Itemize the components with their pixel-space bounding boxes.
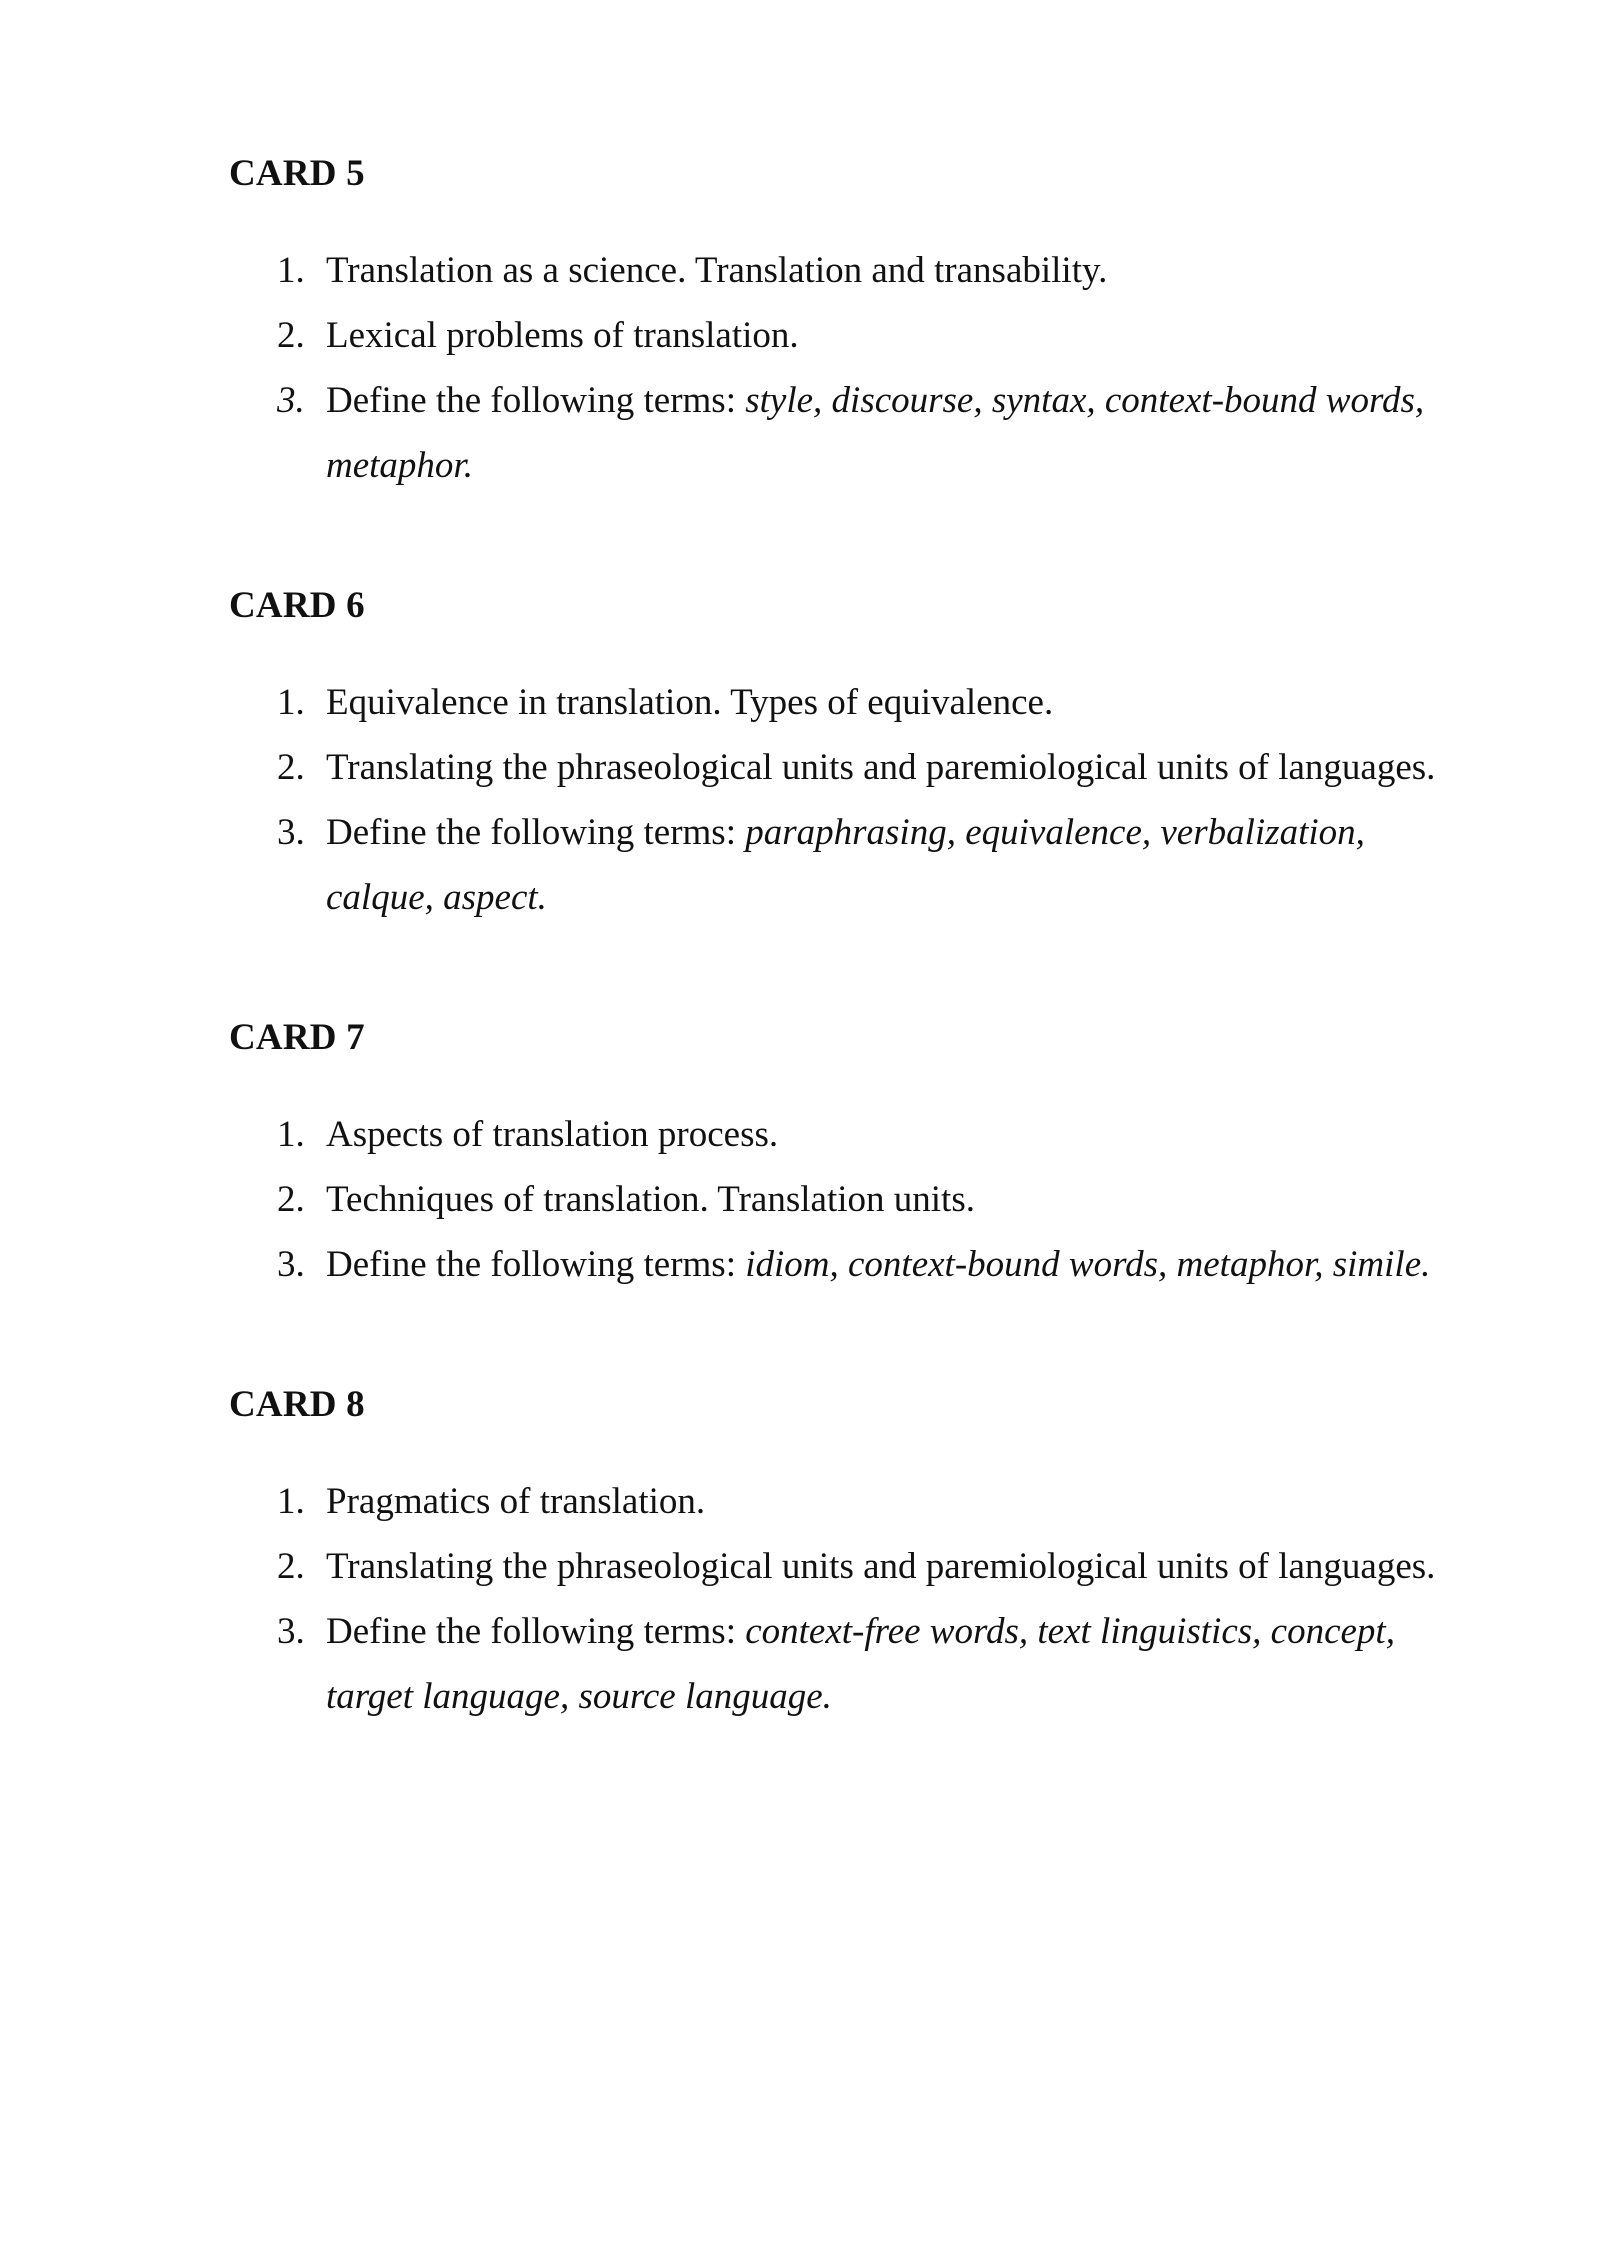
- item-terms: context-free words, text linguistics, concept,: [745, 1611, 1395, 1652]
- card-5: [229, 152, 1479, 498]
- item-number: 3.: [277, 1244, 305, 1285]
- list-item: [229, 735, 1479, 800]
- item-terms-continued: target language, source language.: [326, 1676, 832, 1717]
- item-terms: style, discourse, syntax, context-bound words,: [745, 380, 1425, 421]
- item-text: Translating the phraseological units and paremiological units of languages.: [326, 1546, 1436, 1587]
- item-number: 3.: [277, 380, 305, 421]
- item-number: 1.: [277, 682, 305, 723]
- item-text: Translating the phraseological units and paremiological units of languages.: [326, 747, 1436, 788]
- card-question-list: [229, 1469, 1479, 1729]
- list-item: [229, 1534, 1479, 1599]
- list-item: [229, 303, 1479, 368]
- list-item: [229, 1469, 1479, 1534]
- card-title: CARD 5: [229, 153, 365, 194]
- card-question-list: [229, 238, 1479, 498]
- list-item: [229, 238, 1479, 303]
- card-6: [229, 584, 1479, 930]
- card-title: CARD 7: [229, 1017, 365, 1058]
- item-number: 2.: [277, 1546, 305, 1587]
- card-8: [229, 1383, 1479, 1729]
- list-item: [229, 1167, 1479, 1232]
- item-number: 1.: [277, 250, 305, 291]
- list-item: [229, 1232, 1479, 1297]
- card-title: CARD 8: [229, 1384, 365, 1425]
- list-item: [229, 368, 1479, 498]
- item-text: Translation as a science. Translation and transability.: [326, 250, 1108, 291]
- item-text: Pragmatics of translation.: [326, 1481, 706, 1522]
- item-prefix: Define the following terms:: [326, 380, 746, 421]
- list-item: [229, 1599, 1479, 1729]
- list-item: [229, 670, 1479, 735]
- item-number: 2.: [277, 315, 305, 356]
- item-terms-continued: metaphor.: [326, 445, 473, 486]
- card-7: [229, 1016, 1479, 1297]
- item-prefix: Define the following terms:: [326, 1611, 746, 1652]
- card-question-list: [229, 1102, 1479, 1297]
- item-text: Aspects of translation process.: [326, 1114, 779, 1155]
- item-prefix: Define the following terms:: [326, 1244, 746, 1285]
- list-item: [229, 800, 1479, 930]
- item-number: 1.: [277, 1481, 305, 1522]
- item-text: Techniques of translation. Translation units.: [326, 1179, 975, 1220]
- item-number: 3.: [277, 1611, 305, 1652]
- item-text: Equivalence in translation. Types of equivalence.: [326, 682, 1054, 723]
- item-number: 2.: [277, 747, 305, 788]
- item-text: Lexical problems of translation.: [326, 315, 799, 356]
- item-terms: idiom, context-bound words, metaphor, simile.: [745, 1244, 1431, 1285]
- item-number: 1.: [277, 1114, 305, 1155]
- item-terms-continued: calque, aspect.: [326, 877, 547, 918]
- item-number: 2.: [277, 1179, 305, 1220]
- card-title: CARD 6: [229, 585, 365, 626]
- list-item: [229, 1102, 1479, 1167]
- item-number: 3.: [277, 812, 305, 853]
- item-terms: paraphrasing, equivalence, verbalization,: [745, 812, 1365, 853]
- item-prefix: Define the following terms:: [326, 812, 746, 853]
- card-question-list: [229, 670, 1479, 930]
